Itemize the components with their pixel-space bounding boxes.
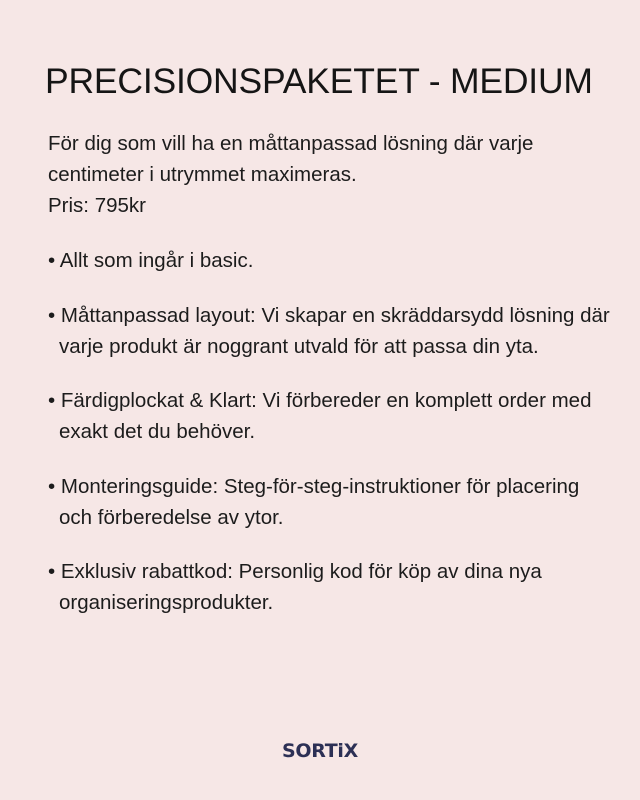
list-item: • Allt som ingår i basic. (48, 249, 254, 273)
list-item: • Färdigplockat & Klart: Vi förbereder en komplett order med exakt det du behöver. (48, 389, 592, 444)
price-line: Pris: 795kr (48, 194, 146, 218)
intro-paragraph: För dig som vill ha en måttanpassad lösning där varje centimeter i utrymmet maximeras. (48, 131, 534, 186)
list-item: • Måttanpassad layout: Vi skapar en skräddarsydd lösning där varje produkt är noggrant utvald för att passa din yta. (48, 303, 610, 358)
list-item: • Exklusiv rabattkod: Personlig kod för köp av dina nya organiseringsprodukter. (48, 560, 542, 615)
page-title: PRECISIONSPAKETET - MEDIUM (45, 61, 593, 101)
feature-list (48, 221, 612, 619)
list-item: • Monteringsguide: Steg-för-steg-instruktioner för placering och förberedelse av ytor. (48, 474, 580, 529)
slide-body (0, 102, 640, 619)
brand-logo: SORTiX (282, 740, 358, 762)
